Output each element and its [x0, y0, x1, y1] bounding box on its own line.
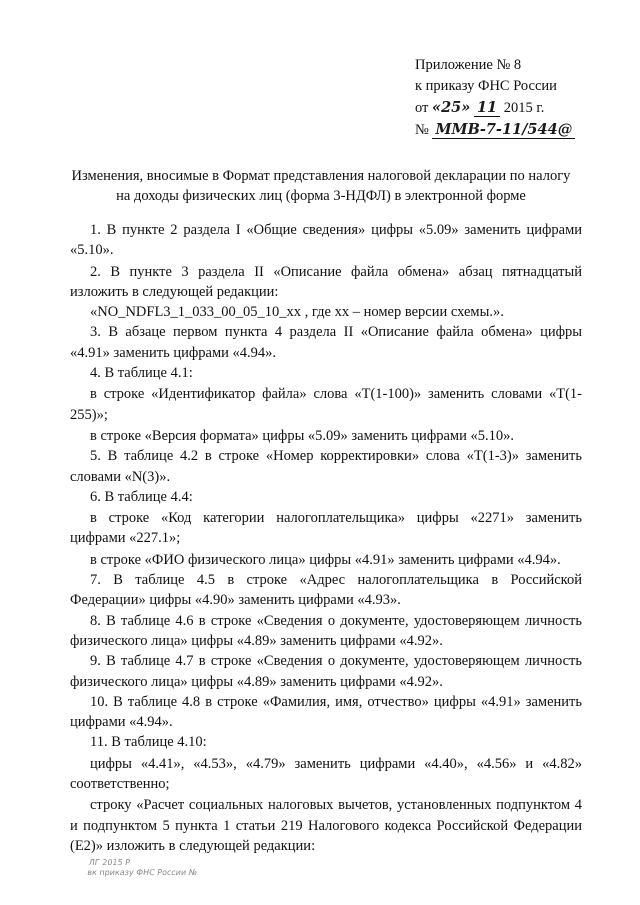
paragraph: в строке «Версия формата» цифры «5.09» заменить цифрами «5.10».: [90, 427, 514, 444]
paragraph: в строке «Код категории налогоплательщика» цифры «2271» заменить цифрами «227.1»;: [70, 510, 582, 547]
paragraph: в строке «ФИО физического лица» цифры «4.91» заменить цифрами «4.94».: [90, 551, 561, 568]
paragraph: «NO_NDFL3_1_033_00_05_10_xx , где xx – номер версии схемы.».: [90, 304, 504, 321]
title-line-1: Изменения, вносимые в Формат представления налоговой декларации по налогу: [71, 168, 571, 184]
footer-line-2: вк приказу ФНС России №: [86, 868, 198, 877]
paragraph: 6. В таблице 4.4:: [90, 488, 193, 505]
paragraph: 11. В таблице 4.10:: [90, 734, 207, 751]
document-title: [60, 166, 582, 206]
paragraph: в строке «Идентификатор файла» слова «Т(1-100)» заменить словами «Т(1-255)»;: [70, 386, 582, 423]
document-body: [70, 220, 582, 856]
date-year: 2015 г.: [503, 100, 545, 116]
appendix-number-line: [415, 119, 575, 141]
date-month: 11: [474, 99, 500, 117]
paragraph: 7. В таблице 4.5 в строке «Адрес налогоплательщика в Российской Федерации» цифры «4.90» заменить цифрами «4.93».: [70, 572, 582, 609]
paragraph: 1. В пункте 2 раздела I «Общие сведения» цифры «5.09» заменить цифрами «5.10».: [70, 222, 582, 259]
appendix-block: [415, 55, 575, 141]
appendix-number: Приложение № 8: [415, 57, 522, 73]
paragraph: 2. В пункте 3 раздела II «Описание файла обмена» абзац пятнадцатый изложить в следующей редакции:: [70, 263, 582, 300]
appendix-date-line: [415, 97, 575, 119]
paragraph: 5. В таблице 4.2 в строке «Номер корректировки» слова «Т(1-3)» заменить словами «N(3)».: [70, 448, 582, 485]
paragraph: цифры «4.41», «4.53», «4.79» заменить цифрами «4.40», «4.56» и «4.82» соответственно;: [70, 755, 582, 793]
footer-line-1: ЛГ 2015 Р: [88, 858, 131, 867]
appendix-order-ref: к приказу ФНС России: [415, 78, 557, 94]
order-number: ММВ-7-11/544@: [432, 121, 575, 139]
number-prefix: №: [415, 122, 429, 138]
paragraph: 8. В таблице 4.6 в строке «Сведения о документе, удостоверяющем личность физического лица» цифры «4.89» заменить цифрами «4.92».: [70, 612, 582, 649]
date-prefix: от: [415, 100, 429, 116]
paragraph: 3. В абзаце первом пункта 4 раздела II «Описание файла обмена» цифры «4.91» заменить цифрами «4.94».: [70, 324, 582, 361]
paragraph: строку «Расчет социальных налоговых вычетов, установленных подпунктом 4 и подпунктом 5 пункта 1 статьи 219 Налогового кодекса Российской Федерации (Е2)» изложить в следующей редакции:: [70, 797, 582, 854]
date-day: «25»: [432, 99, 471, 116]
paragraph: 4. В таблице 4.1:: [90, 365, 193, 382]
title-line-2: на доходы физических лиц (форма 3-НДФЛ) в электронной форме: [116, 188, 526, 204]
scan-footer-mark: [87, 858, 199, 878]
paragraph: 9. В таблице 4.7 в строке «Сведения о документе, удостоверяющем личность физического лица» цифры «4.89» заменить цифрами «4.92».: [70, 653, 582, 690]
paragraph: 10. В таблице 4.8 в строке «Фамилия, имя, отчество» цифры «4.91» заменить цифрами «4.94».: [70, 693, 582, 731]
